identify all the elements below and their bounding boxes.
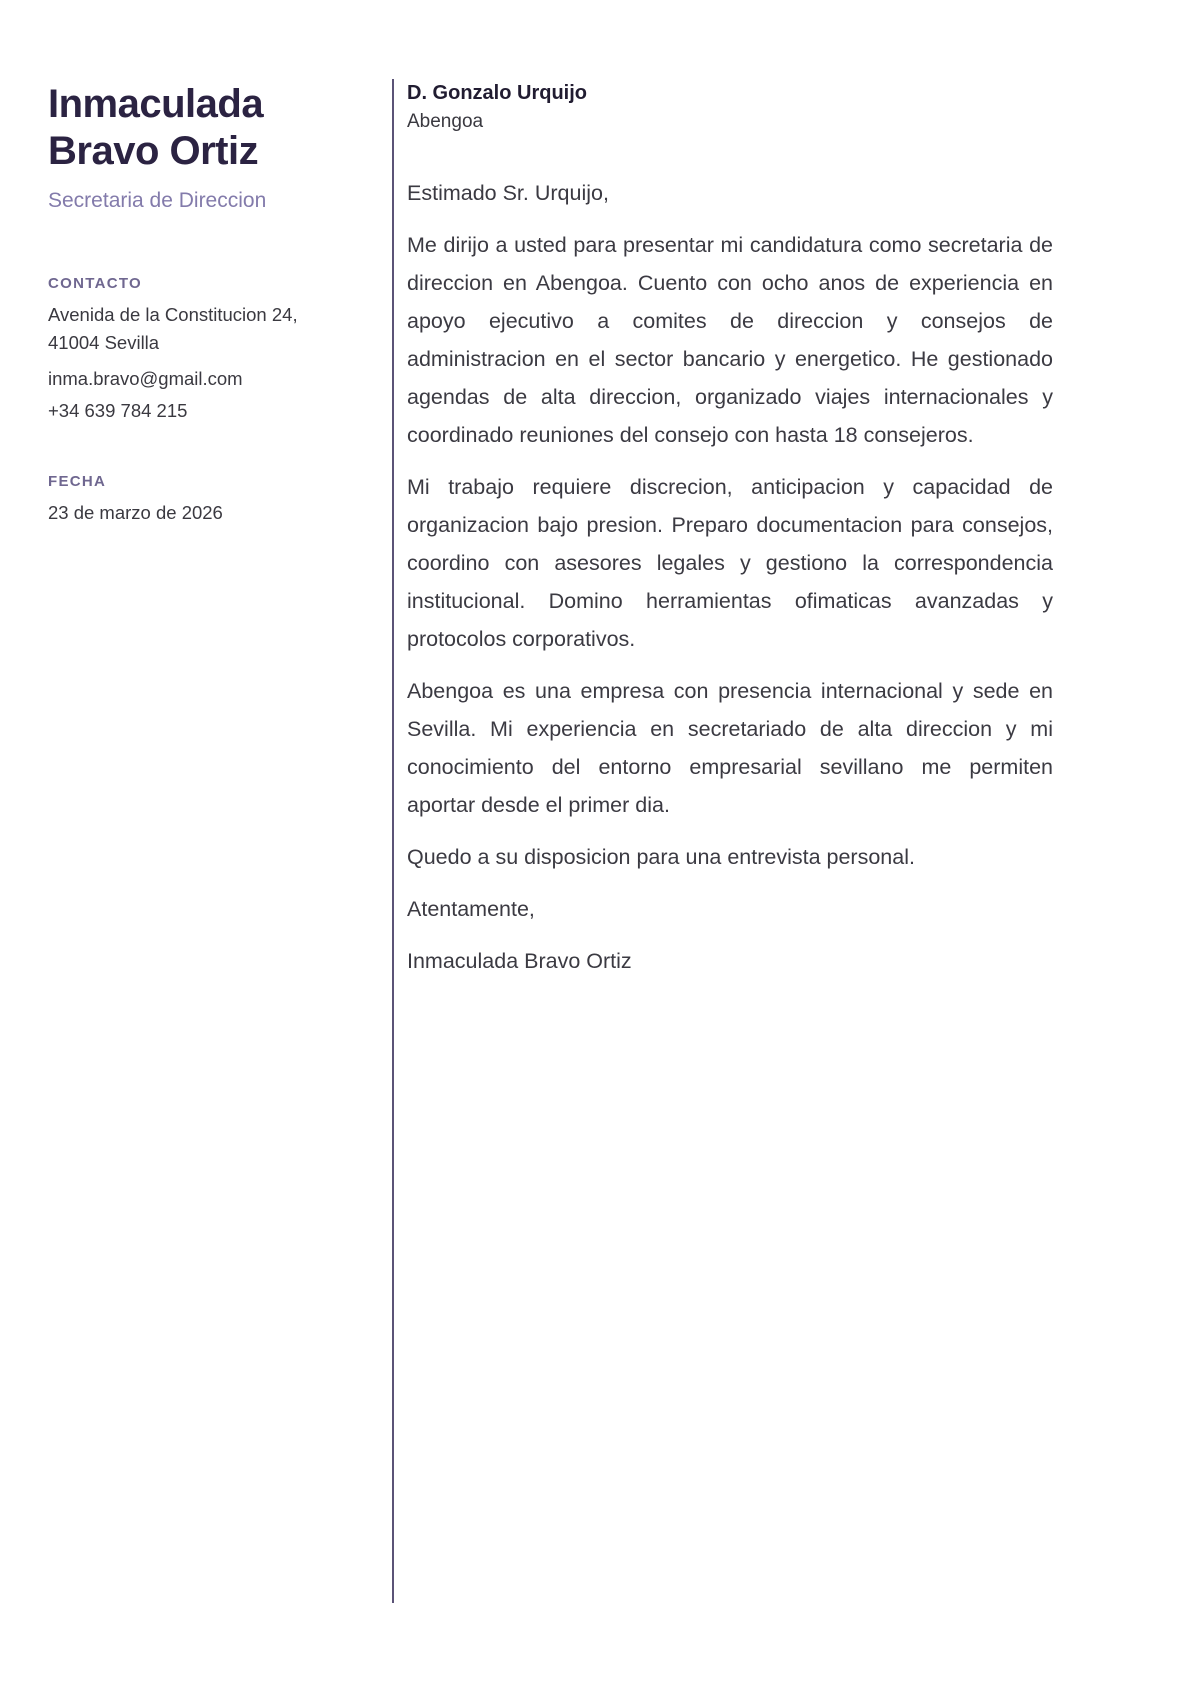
person-name-line2: Bravo Ortiz	[48, 129, 259, 173]
recipient-company: Abengoa	[407, 111, 484, 132]
letter-signature: Inmaculada Bravo Ortiz	[407, 949, 632, 973]
letter-paragraph: Mi trabajo requiere discrecion, anticipacion y capacidad de organizacion bajo presion. Preparo documentacion para consejos, coordino con asesores legales y gestiono la correspondencia institucional. Domino herramientas ofimaticas avanzadas y protocolos corporativos.	[407, 475, 1053, 651]
date-value: 23 de marzo de 2026	[48, 502, 223, 523]
date-section	[48, 473, 362, 527]
letter-body	[407, 174, 1053, 980]
contact-section	[48, 275, 362, 425]
contact-section-label: CONTACTO	[48, 275, 143, 292]
date-section-label: FECHA	[48, 473, 107, 490]
contact-address-line1: Avenida de la Constitucion 24,	[48, 304, 298, 325]
sidebar	[48, 79, 392, 527]
contact-email: inma.bravo@gmail.com	[48, 368, 243, 389]
recipient-name: D. Gonzalo Urquijo	[407, 82, 587, 104]
letter-column	[394, 79, 1053, 994]
contact-phone: +34 639 784 215	[48, 400, 188, 421]
letter-paragraph: Quedo a su disposicion para una entrevista personal.	[407, 845, 915, 869]
person-name	[48, 81, 362, 175]
letter-paragraph: Me dirijo a usted para presentar mi candidatura como secretaria de direccion en Abengoa. Cuento con ocho anos de experiencia en apoyo ejecutivo a comites de direccion y consejos de administracion en el sector bancario y energetico. He gestionado agendas de alta direccion, organizado viajes internacionales y coordinado reuniones del consejo con hasta 18 consejeros.	[407, 233, 1053, 447]
contact-address-line2: 41004 Sevilla	[48, 332, 160, 353]
letter-closing: Atentamente,	[407, 897, 535, 921]
person-name-line1: Inmaculada	[48, 82, 264, 126]
letter-paragraph: Abengoa es una empresa con presencia internacional y sede en Sevilla. Mi experiencia en secretariado de alta direccion y mi conocimiento del entorno empresarial sevillano me permiten aportar desde el primer dia.	[407, 679, 1053, 817]
salutation: Estimado Sr. Urquijo,	[407, 181, 609, 205]
person-job-title: Secretaria de Direccion	[48, 189, 267, 212]
